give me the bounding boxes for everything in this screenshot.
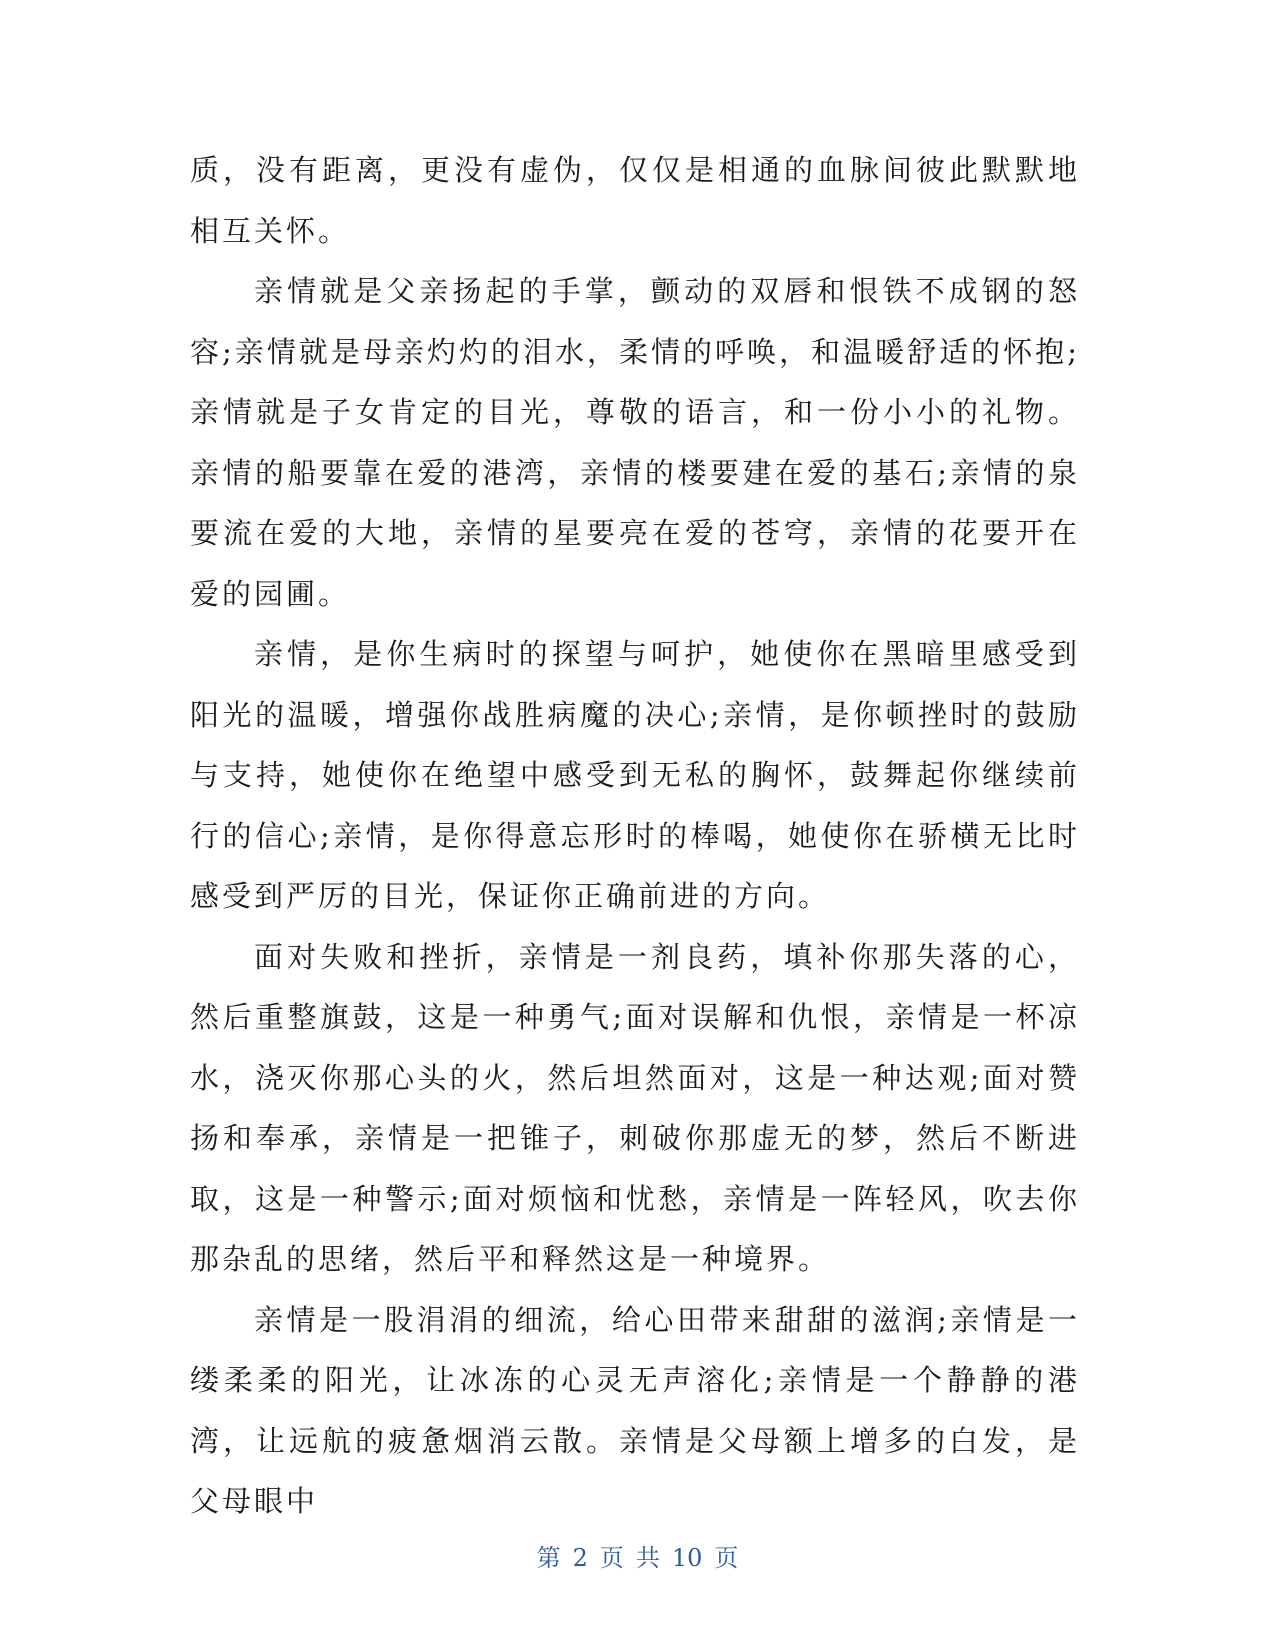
footer-label-page-unit: 页 [599, 1544, 624, 1572]
paragraph-5: 亲情是一股涓涓的细流，给心田带来甜甜的滋润;亲情是一缕柔柔的阳光，让冰冻的心灵无声溶化;亲情是一个静静的港湾，让远航的疲惫烟消云散。亲情是父母额上增多的白发，是父母眼中 [190, 1302, 1080, 1518]
paragraph-2: 亲情就是父亲扬起的手掌，颤动的双唇和恨铁不成钢的怒容;亲情就是母亲灼灼的泪水，柔情的呼唤，和温暖舒适的怀抱;亲情就是子女肯定的目光，尊敬的语言，和一份小小的礼物。亲情的船要靠在爱的港湾，亲情的楼要建在爱的基石;亲情的泉要流在爱的大地，亲情的星要亮在爱的苍穹，亲情的花要开在爱的园圃。 [190, 274, 1080, 611]
paragraph-1: 质，没有距离，更没有虚伪，仅仅是相通的血脉间彼此默默地相互关怀。 [190, 153, 1080, 248]
footer-label-total-unit: 页 [714, 1544, 739, 1572]
footer-current-page: 2 [572, 1544, 588, 1572]
footer-label-page: 第 [536, 1544, 561, 1572]
body-text [190, 140, 1080, 1532]
footer-label-total: 共 [635, 1544, 660, 1572]
page-footer [0, 1538, 1275, 1573]
footer-total-pages: 10 [671, 1544, 703, 1572]
paragraph-3: 亲情，是你生病时的探望与呵护，她使你在黑暗里感受到阳光的温暖，增强你战胜病魔的决心;亲情，是你顿挫时的鼓励与支持，她使你在绝望中感受到无私的胸怀，鼓舞起你继续前行的信心;亲情，是你得意忘形时的棒喝，她使你在骄横无比时感受到严厉的目光，保证你正确前进的方向。 [190, 637, 1080, 913]
paragraph-4: 面对失败和挫折，亲情是一剂良药，填补你那失落的心，然后重整旗鼓，这是一种勇气;面对误解和仇恨，亲情是一杯凉水，浇灭你那心头的火，然后坦然面对，这是一种达观;面对赞扬和奉承，亲情是一把锥子，刺破你那虚无的梦，然后不断进取，这是一种警示;面对烦恼和忧愁，亲情是一阵轻风，吹去你那杂乱的思绪，然后平和释然这是一种境界。 [190, 939, 1080, 1276]
